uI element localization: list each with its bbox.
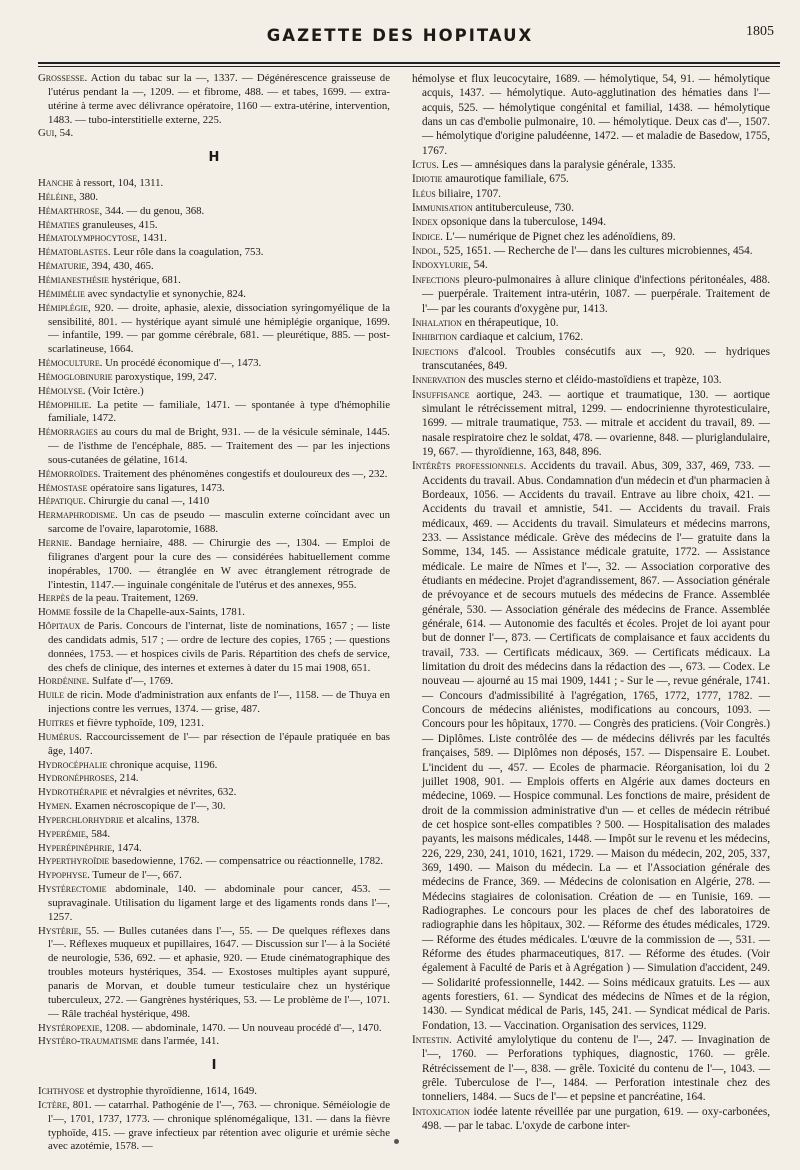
index-term: Hémianesthésie (38, 273, 109, 286)
header-rule-thin (38, 66, 780, 67)
index-entry (38, 127, 390, 141)
index-term: Hémorragies (38, 426, 98, 439)
section-letter-i: I (211, 1058, 217, 1074)
index-references: dans l'armée, 141. (138, 1035, 220, 1048)
entries-letter-h (38, 177, 390, 1049)
index-entry (38, 495, 390, 509)
index-entry (412, 1105, 770, 1134)
index-entry (412, 230, 770, 244)
index-references: 1431. (139, 232, 167, 245)
index-term: Iléus (412, 187, 436, 200)
index-entry (38, 592, 390, 606)
index-term: Infections (412, 273, 460, 286)
index-term: Indoxylurie, (412, 259, 471, 272)
index-references: biliaire, 1707. (435, 187, 501, 200)
index-entry (38, 1035, 390, 1049)
index-references: iodée latente réveillée par une purgation, 619. — oxy-carbonées, 498. — par le tabac. L'oxyde de carbone inter- (422, 1105, 770, 1133)
index-entry (38, 1022, 390, 1036)
index-entry (38, 482, 390, 496)
index-entry (38, 1085, 390, 1099)
index-references: Action du tabac sur la —, 1337. — Dégénérescence graisseuse de l'utérus pendant la —, 1209. — et fibrome, 488. — et tabes, 1699. — extra-utérine à terme avec délivrance opératoire, 1160 — extra-utérine, intervention, 1483. — tubo-interstitielle externe, 225. (48, 72, 390, 126)
index-entry (412, 158, 770, 172)
index-references: 920. — droite, aphasie, alexie, dissociation syringomyélique de la sensibilité, 801. — hystérique ayant simulé une hémiplégie organique, 1699. — infantile, 199. — par gomme cérébrale, 681. — pleurétique, 885. — post-scarlatineuse, 1664. (48, 301, 390, 356)
index-term: Hernie. (38, 537, 73, 549)
right-column (412, 72, 770, 1133)
left-column (38, 72, 390, 1154)
index-entry (38, 675, 390, 689)
index-references: 584. (88, 827, 111, 840)
index-term: Hématurie, (38, 260, 89, 273)
index-term: Herpès (38, 592, 70, 605)
index-references: 54. (470, 259, 488, 272)
index-entry (412, 373, 770, 387)
index-entry (38, 302, 390, 357)
index-references: 55. — Bulles cutanées dans l'—, 55. — De quelques réflexes dans l'—. Réflexes muqueux et pupillaires, 1647. — Discussion sur l'— à la Société de neurologie, 536, 692. — et aphasie, 920. — Etude cinématographique des troubles moteurs hystériques, 354. — Exostoses multiples ayant suppuré, panaris de Morvan, et double tumeur testiculaire chez un hystérique tuberculeux, 272. — Gangrènes hystériques, 53. — Le problème de l'—, 1071. — Râle trachéal hystérique, 498. (48, 924, 390, 1020)
index-references: cardiaque et calcium, 1762. (457, 331, 584, 344)
index-entry (412, 459, 770, 1033)
index-entry (38, 385, 390, 399)
index-term: Indice. (412, 230, 443, 243)
index-term: Hémorroïdes. (38, 467, 101, 480)
index-entry (38, 371, 390, 385)
index-references: basedowienne, 1762. — compensatrice ou réactionnelle, 1782. (109, 855, 384, 868)
index-term: Hémoculture. (38, 357, 103, 370)
index-entry (38, 731, 390, 759)
index-entry (38, 869, 390, 883)
index-term: Idiotie (412, 173, 443, 186)
entries-right-column (412, 158, 770, 1133)
index-term: Hyperépinéphrie, (38, 841, 115, 854)
index-term: Hémimélie (38, 287, 85, 300)
index-term: Injections (412, 345, 459, 358)
index-entry (38, 855, 390, 869)
index-references: pleuro-pulmonaires à allure clinique d'infections péritonéales, 488. — puerpérale. Traitement intra-utérin, 1087. — puerpérale. Traitement de l'— par les courants d'oxygène pur, 1413. (422, 273, 770, 315)
index-references: Chirurgie du canal —, 1410 (85, 495, 210, 508)
index-term: Huitres (38, 716, 74, 729)
index-references: Accidents du travail. Abus, 309, 337, 469, 733. — Accidents du travail. Abus. Condamnation d'un médecin et d'un pharmacien à Bordeaux, 1056. — Accidents du travail. Entrave au libre choix, 421. — Accidents du travail et amnistie, 541. — Accidents du travail. Frais médicaux, 469. — Accidents du travail. Simulateurs et médecins marrons, 233. — Assistance médicale. Grève des médecins de l'— gratuite dans la Somme, 134, 145. — Assistance médicale gratuite, 1772. — Assistance médicale. Le maire de Nîmes et l'—, 32. — Association corporative des étudiants en médecine. Projet d'agrandissement, 867. — Association générale de prévoyance et de secours mutuels des médecins de France. Assemblée générale, 530. — Association générale des médecins de France. Assemblée générale, 614. — Autonomie des facultés et écoles. Projet de loi ayant pour but de donner l'—, 873. — Certificats de complaisance et faux accidents du travail, 733. — Certificats médicaux, 369. — Certificats médicaux. La limitation du droit des médecins dans la rédaction des —, 673. — Codex. Le nouveau — ajourné au 15 mai 1909, 1441 ; - Sur le —, revue générale, 1741.— Concours d'admissibilité à l'agrégation, 1765, 1772, 1777, 1782. — Concours de médecins aliénistes, modifications au concours, 1093. — Concours pour les hôpitaux, 1770. — Congrès des praticiens. (Voir Congrès.) — Diplômes. Liste contrôlée des — de médecins délivrés par les facultés françaises, 589. — Diplômes non déposés, 157. — Dispensaire E. Loubet. L'incident du —, 457. — Ecoles de pharmacie. Réorganisation, loi du 2 juillet 1908, 901. — Emplois offerts en Algérie aux dames docteurs en médecine, 1069. — Hospice communal. Les fonctions de maire, président de droit de la commission administrative d'un — et celles de médecin rétribué de cet hospice sont-elles compatibles ? 500. — Hospitalisation des malades payants, les maisons médicales, 1448. — Impôt sur le revenu et les médecins, 226, 229, 230, 241, 1010, 1621, 1729. — Maison du médecin, 202, 205, 337, 369, 1490. — Maison du médecin. La — et l'Association générale des médecins de France, 369. — Médecins de colonisation en Algérie, 278. — Médecins stagiaires de colonisation. Création de — en Tunisie, 169. — Radiographes. Le concours pour les places de chef des laboratoires de radiographie dans les hôpitaux, 302. — Réforme des études médicales, 1729. — Réforme des études médicales. L'œuvre de la commission de —, 531. — Réforme des études pharmaceutiques, 817. — Réforme des études. (Voir également à Faculté de Paris et à Agrégation ) — Simulation d'accident, 249. — Solidarité professionnelle, 1442. — Soins médicaux gratuits. Les — aux agents forestiers, 61. — Syndicat des médecins de Nîmes et de la région, 1430. — Syndicat médical de Paris, 145, 241. — Syndicat médical de Paris. Fondation, 13. — Vaccination. Organisation des services, 1129. (422, 460, 770, 1032)
index-entry (412, 330, 770, 344)
index-entry (38, 759, 390, 773)
index-term: Indol, (412, 245, 441, 258)
index-references: des muscles sterno et cléido-mastoïdiens et trapèze, 103. (465, 374, 722, 387)
index-references: Activité amylolytique du contenu de l'—, 247. — Invagination de l'—, 1760. — Perforations typhiques, diagnostic, 1760. — grêle. Rétrécissement de l'—, 838. — grêle. Toxicité du contenu de l'—, 1043. — grêle. Tuberculose de l'—, 1484. — Perforation intestinale chez des tonneliers, 1484. — Sucs de l'— et pepsine et pancréatine, 164. (422, 1034, 770, 1104)
index-entry (38, 399, 390, 427)
index-references: de la peau. Traitement, 1269. (69, 592, 199, 605)
index-references: 801. — catarrhal. Pathogénie de l'—, 763. — chronique. Séméiologie de l'—, 1701, 1737, 1773. — chronique splénomégalique, 131. — dans la fièvre typhoïde, 415. — grave infectieux par rétention avec oligurie et urémie sèche avec azotémie, 1578. — (48, 1098, 390, 1153)
index-references: au cours du mal de Bright, 931. — de la vésicule séminale, 1445.— de l'isthme de l'encéphale, 885. — Traitement des — par les injections sous-cutanées de gélatine, 1614. (48, 426, 390, 466)
section-letter-h: H (208, 150, 220, 166)
index-entry (38, 772, 390, 786)
index-references: à ressort, 104, 1311. (73, 177, 164, 190)
index-term: Innervation (412, 374, 466, 387)
index-term: Ictus. (412, 159, 439, 172)
index-term: Inhalation (412, 316, 462, 329)
index-references: hystérique, 681. (108, 273, 181, 286)
index-entry (38, 274, 390, 288)
index-entry (38, 828, 390, 842)
index-entry (412, 316, 770, 330)
index-entry (38, 842, 390, 856)
index-entry (38, 232, 390, 246)
index-references: aortique, 243. — aortique et traumatique, 130. — aortique simulant le rétrécissement mitral, 1299. — endocrinienne thyrotesticulaire, 1699. — mitrale traumatique, 753. — mitrale et accident du travail, 89. — nasale respiratoire chez le soldat, 478. — ovarienne, 848. — pluriglandulaire, 19, 667. — thyroïdienne, 163, 848, 896. (422, 388, 770, 458)
index-references: Un procédé économique d'—, 1473. (102, 357, 262, 370)
index-entry (38, 509, 390, 537)
index-term: Intestin. (412, 1034, 452, 1047)
print-mark (394, 1139, 399, 1144)
index-term: Inhibition (412, 331, 458, 344)
index-entry (412, 345, 770, 374)
index-references: 214. (116, 772, 139, 785)
index-references: opsonique dans la tuberculose, 1494. (437, 216, 607, 229)
entries-letter-g (38, 72, 390, 141)
index-term: Hémoglobinurie (38, 370, 113, 383)
index-entry (38, 606, 390, 620)
index-references: abdominale, 140. — abdominale pour cancer, 453. — supravaginale. Utilisation du ligament large et des ligaments ronds dans l'—, 1257. (48, 883, 390, 923)
index-entry (412, 172, 770, 186)
index-references: Sulfate d'—, 1769. (89, 675, 174, 688)
index-entry (38, 537, 390, 592)
index-term: Hystéropexie, (38, 1021, 103, 1034)
page-number: 1805 (746, 24, 774, 39)
index-entry (412, 273, 770, 316)
index-references: 1208. — abdominale, 1470. — Un nouveau procédé d'—, 1470. (102, 1021, 382, 1034)
index-references: (Voir Ictère.) (85, 384, 144, 397)
continuation-text: hémolyse et flux leucocytaire, 1689. — hémolytique, 54, 91. — hémolytique acquis, 1437. — hémolytique. Auto-agglutination des hématies dans l'— acquis, 525. — hémolytique congénital et familial, 1438. — hémolytique dans un cas d'embolie pulmonaire, 10. — hémolytique. Deux cas d'—, 1507. — hémolytique d'origine paludéenne, 1472. — et maladie de Basedow, 1755, 1767. (412, 73, 770, 157)
index-references: 1474. (114, 841, 142, 854)
index-term: Hanche (38, 177, 74, 190)
index-entry (412, 1033, 770, 1105)
index-term: Humérus. (38, 730, 82, 743)
index-references: et névralgies et névrites, 632. (107, 786, 237, 799)
index-references: de ricin. Mode d'administration aux enfants de l'—, 1158. — de Thuya en injections contre les verrues, 1374. — grise, 487. (48, 689, 390, 716)
index-references: L'— numérique de Pignet chez les adénoïdiens, 89. (442, 230, 676, 243)
index-entry (38, 288, 390, 302)
page-header (0, 0, 800, 66)
index-references: et fièvre typhoïde, 109, 1231. (73, 716, 204, 729)
index-references: Tumeur de l'—, 667. (89, 869, 182, 882)
index-entry (38, 191, 390, 205)
index-term: Hystéro-traumatisme (38, 1035, 139, 1048)
index-term: Ichthyose (38, 1085, 85, 1098)
index-entry (38, 426, 390, 468)
index-term: Hydrothérapie (38, 786, 108, 799)
index-references: 394, 430, 465. (88, 260, 154, 273)
index-references: de Paris. Concours de l'internat, liste de nominations, 1657 ; — liste des candidats admis, 517 ; — ordre de lecture des copies, 1765 ; — questions données, 1753. — et hospices civils de Paris. Répartition des chefs de service, des chefs de clinique, des internes et externes à dater du 15 mai 1908, 651. (48, 620, 390, 674)
index-references: 54. (56, 127, 74, 140)
index-entry (38, 177, 390, 191)
index-references: Traitement des phénomènes congestifs et douloureux des —, 232. (100, 467, 388, 480)
index-term: Hémolyse. (38, 384, 86, 397)
index-references: opératoire sans ligatures, 1473. (87, 481, 225, 494)
index-term: Grossesse. (38, 72, 88, 84)
index-term: Intérêts professionnels. (412, 460, 527, 473)
index-term: Hémarthrose, (38, 204, 103, 217)
index-entry (38, 246, 390, 260)
index-entry (412, 258, 770, 272)
index-references: 380. (76, 190, 99, 203)
index-references: Les — amnésiques dans la paralysie générale, 1335. (438, 159, 676, 172)
index-term: Hermaphrodisme. (38, 509, 118, 522)
entries-letter-i (38, 1085, 390, 1154)
index-entry (412, 187, 770, 201)
index-term: Hydrocéphalie (38, 758, 108, 771)
index-entry (412, 244, 770, 258)
index-term: Ictère, (38, 1098, 70, 1111)
index-references: La petite — familiale, 1471. — spontanée à type d'hémophilie familiale, 1472. (48, 398, 390, 425)
index-term: Intoxication (412, 1105, 470, 1118)
index-term: Insuffisance (412, 388, 470, 401)
header-rule-thick (38, 62, 780, 64)
index-entry (412, 388, 770, 460)
index-term: Hyperchlorhydrie (38, 813, 124, 826)
index-term: Hyperémie, (38, 827, 89, 840)
index-entry (38, 219, 390, 233)
index-term: Hymen. (38, 800, 73, 813)
index-entry (38, 72, 390, 127)
index-references: et alcalins, 1378. (123, 813, 200, 826)
index-entry (38, 883, 390, 925)
index-term: Hémostase (38, 481, 88, 494)
index-term: Hystérie, (38, 924, 82, 937)
index-entry (38, 1099, 390, 1154)
index-entry (38, 814, 390, 828)
index-term: Hordénine. (38, 675, 90, 688)
index-references: 344. — du genou, 368. (102, 204, 205, 217)
index-term: Huile (38, 689, 65, 702)
index-entry (38, 800, 390, 814)
index-references: granuleuses, 415. (79, 218, 158, 231)
journal-title: GAZETTE DES HOPITAUX (266, 26, 534, 45)
index-references: antituberculeuse, 730. (472, 202, 574, 215)
index-term: Hystérectomie (38, 883, 107, 896)
index-term: Hémophilie. (38, 398, 92, 411)
index-references: d'alcool. Troubles consécutifs aux —, 920. — hydriques transcutanées, 849. (422, 345, 770, 372)
index-term: Index (412, 216, 438, 229)
index-entry (38, 925, 390, 1022)
index-entry (38, 689, 390, 717)
index-entry (38, 468, 390, 482)
index-references: chronique acquise, 1196. (107, 758, 218, 771)
index-references: avec syndactylie et synonychie, 824. (84, 287, 246, 300)
index-term: Immunisation (412, 202, 473, 215)
index-references: Examen nécroscopique de l'—, 30. (72, 800, 226, 813)
index-entry (38, 786, 390, 800)
index-entry (38, 717, 390, 731)
index-term: Hydronéphroses, (38, 772, 117, 785)
index-entry (38, 260, 390, 274)
index-references: Leur rôle dans la coagulation, 753. (110, 246, 264, 259)
index-entry (412, 201, 770, 215)
index-references: en thérapeutique, 10. (461, 316, 559, 329)
index-term: Gui, (38, 127, 57, 140)
index-references: paroxystique, 199, 247. (112, 370, 217, 383)
index-term: Hépatique. (38, 495, 86, 508)
index-references: Bandage herniaire, 488. — Chirurgie des —, 1304. — Emploi de filigranes d'argent pour la cure des — considérées habituellement comme inopérables, 1700. — étranglée en W avec étranglement rétrograde de l'intestin, 1147.— inguinale congénitale de l'utérus et des annexes, 955. (48, 537, 390, 591)
index-term: Hôpitaux (38, 620, 81, 633)
index-term: Homme (38, 606, 71, 619)
index-term: Hématolymphocytose, (38, 232, 140, 245)
index-references: Un cas de pseudo — masculin externe coïncidant avec un sarcome de l'ovaire, laparotomie, 1688. (48, 509, 390, 536)
index-entry (38, 620, 390, 675)
index-references: 525, 1651. — Recherche de l'— dans les cultures microbiennes, 454. (440, 245, 753, 258)
index-entry (412, 215, 770, 229)
index-term: Hématoblastes. (38, 246, 111, 259)
index-term: Hématies (38, 218, 80, 231)
index-references: Raccourcissement de l'— par résection de l'épaule pratiquée en bas âge, 1407. (48, 730, 390, 757)
index-references: amaurotique familiale, 675. (442, 173, 569, 186)
index-term: Hémiplégie, (38, 301, 91, 314)
index-entry (38, 357, 390, 371)
index-references: fossile de la Chapelle-aux-Saints, 1781. (70, 606, 245, 619)
index-references: et dystrophie thyroïdienne, 1614, 1649. (84, 1085, 257, 1098)
index-entry (38, 205, 390, 219)
index-term: Héléine, (38, 190, 77, 203)
index-term: Hypophyse. (38, 869, 90, 882)
index-term: Hyperthyroïdie (38, 855, 110, 868)
